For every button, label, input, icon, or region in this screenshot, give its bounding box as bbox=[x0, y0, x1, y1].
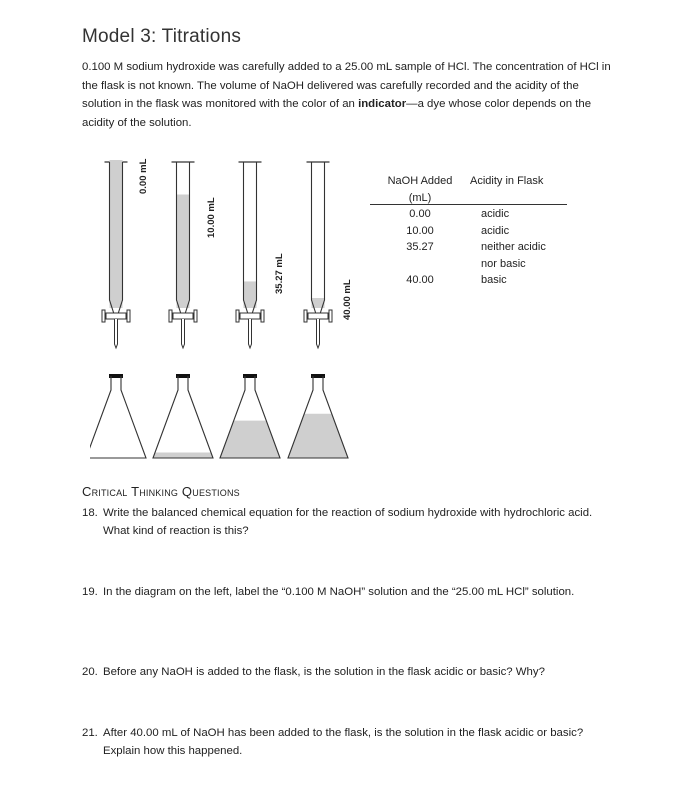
question-text: Before any NaOH is added to the flask, is the solution in the flask acidic or basic? Why? bbox=[103, 666, 545, 678]
stopcock-handle bbox=[194, 310, 197, 322]
table-cell-acidity: neither acidic nor basic bbox=[481, 241, 546, 270]
naoh-liquid bbox=[110, 160, 123, 308]
stopcock-body bbox=[240, 313, 260, 319]
stopcock-handle bbox=[102, 310, 105, 322]
flask-liquid bbox=[220, 421, 280, 458]
intro-paragraph bbox=[82, 58, 617, 132]
erlenmeyer-flask bbox=[90, 376, 146, 458]
burette-label-3: 35.27 mL bbox=[274, 253, 285, 294]
naoh-liquid bbox=[244, 281, 257, 308]
flask-liquid bbox=[288, 414, 348, 458]
stopcock-handle bbox=[127, 310, 130, 322]
question-20 bbox=[82, 663, 602, 681]
table-cell-acidity: acidic bbox=[481, 225, 510, 237]
table-cell-volume: 35.27 bbox=[406, 241, 434, 253]
question-text: After 40.00 mL of NaOH has been added to the flask, is the solution in the flask acidic or basic? Explain how this happened. bbox=[103, 727, 584, 757]
question-number: 19. bbox=[82, 586, 98, 598]
stopcock-handle bbox=[236, 310, 239, 322]
question-number: 20. bbox=[82, 666, 98, 678]
flask-liquid bbox=[153, 453, 213, 458]
stopcock-handle bbox=[329, 310, 332, 322]
intro-text-end: —a dye whose color depends on the acidity of the solution. bbox=[82, 98, 592, 129]
stopcock-handle bbox=[169, 310, 172, 322]
question-text: In the diagram on the left, label the “0.100 M NaOH” solution and the “25.00 mL HCl” solution. bbox=[103, 586, 575, 598]
burette-tip bbox=[317, 319, 320, 348]
question-18 bbox=[82, 504, 602, 540]
table-cell-volume: 10.00 bbox=[406, 225, 434, 237]
naoh-liquid bbox=[177, 195, 190, 309]
page-title: Model 3: Titrations bbox=[82, 26, 242, 47]
stopcock-body bbox=[106, 313, 126, 319]
table-cell-acidity: acidic bbox=[481, 208, 510, 220]
stopcock-handle bbox=[304, 310, 307, 322]
questions-heading: Critical Thinking Questions bbox=[82, 484, 240, 499]
question-text: Write the balanced chemical equation for the reaction of sodium hydroxide with hydrochloric acid. What kind of reaction is this? bbox=[103, 507, 593, 537]
question-number: 18. bbox=[82, 507, 98, 519]
question-number: 21. bbox=[82, 727, 98, 739]
question-21 bbox=[82, 724, 602, 760]
table-header-volume: NaOH Added (mL) bbox=[387, 175, 453, 204]
stopcock-body bbox=[173, 313, 193, 319]
burette-diagram bbox=[90, 150, 365, 470]
table-cell-acidity: basic bbox=[481, 274, 507, 286]
titration-figure bbox=[90, 150, 365, 470]
question-19 bbox=[82, 583, 602, 601]
burette-label-4: 40.00 mL bbox=[342, 279, 353, 320]
stopcock-handle bbox=[261, 310, 264, 322]
erlenmeyer-flask bbox=[153, 376, 213, 458]
table-rule bbox=[370, 204, 567, 205]
intro-text: 0.100 M sodium hydroxide was carefully added to a 25.00 mL sample of HCl. The concentration of HCl in the flask is not known. The volume of NaOH delivered was carefully recorded and the acidity of the solution in the flask was monitored with the color of an bbox=[82, 61, 611, 110]
intro-bold-term: indicator bbox=[358, 98, 407, 110]
burette-label-1: 0.00 mL bbox=[138, 158, 149, 194]
table-cell-volume: 40.00 bbox=[406, 274, 434, 286]
burette-tip bbox=[182, 319, 185, 348]
burette-tube bbox=[312, 162, 325, 314]
burette-tip bbox=[115, 319, 118, 348]
burette-tip bbox=[249, 319, 252, 348]
stopcock-body bbox=[308, 313, 328, 319]
table-header-acidity: Acidity in Flask bbox=[470, 175, 544, 187]
table-cell-volume: 0.00 bbox=[409, 208, 431, 220]
burette-label-2: 10.00 mL bbox=[206, 197, 217, 238]
